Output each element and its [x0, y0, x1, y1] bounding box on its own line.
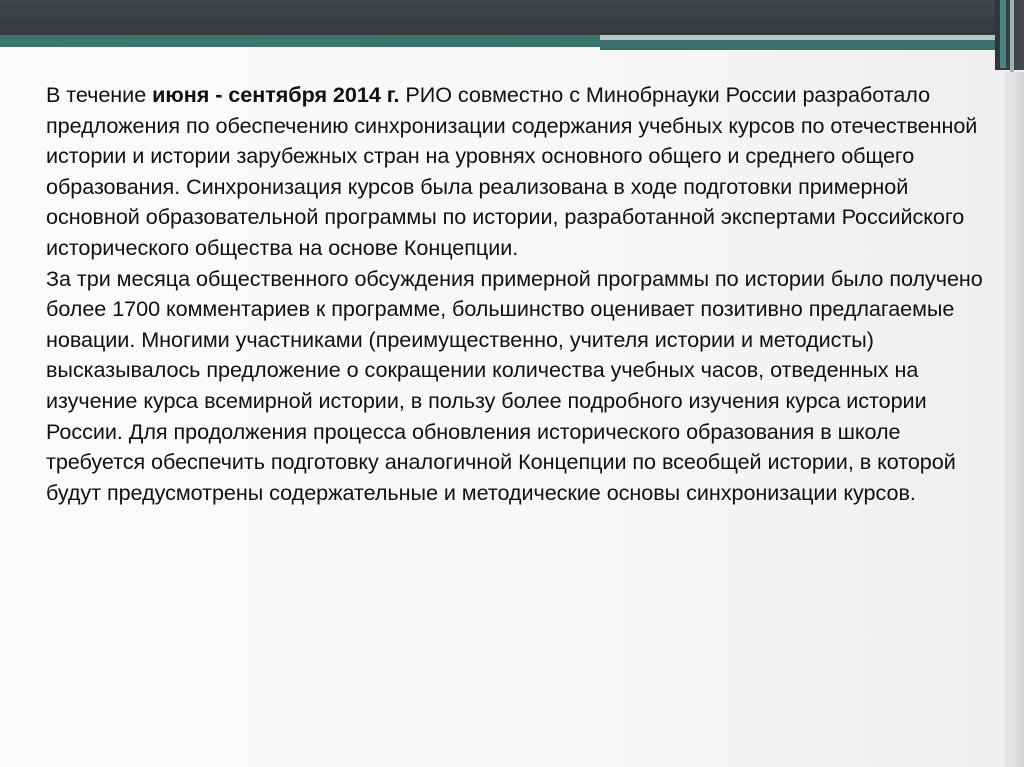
header-bar	[0, 0, 1024, 35]
paragraph-2: За три месяца общественного обсуждения примерной программы по истории было получено более 1700 комментариев к программе, большинство оценивает позитивно предлагаемые новации. Многими участниками (преимущественно, учителя истории и методисты) высказывалось предложение о сокращении количества учебных часов, отведенных на изучение курса всемирной истории, в пользу более подробного изучения курса истории России. Для продолжения процесса обновления исторического образования в школе требуется обеспечить подготовку аналогичной Концепции по всеобщей истории, в которой будут предусмотрены содержательные и методические основы синхронизации курсов.	[46, 265, 983, 505]
paragraph-1-text: РИО совместно с Минобрнауки России разработало предложения по обеспечению синхронизации содержания учебных курсов по отечественной истории и истории зарубежных стран на уровнях основного общего и среднего общего образования. Синхронизация курсов была реализована в ходе подготовки примерной основной образовательной программы по истории, разработанной экспертами Российского исторического общества на основе Концепции.	[46, 82, 978, 260]
corner-accent	[1000, 0, 1006, 68]
date-range-emphasis: июня - сентября 2014 г.	[152, 82, 400, 107]
accent-stripe	[0, 35, 600, 47]
accent-stripe-lower	[600, 40, 995, 50]
page-fold-edge	[1006, 72, 1024, 767]
slide-body-text	[46, 80, 991, 508]
corner-highlight	[1010, 0, 1014, 72]
paragraph-1	[46, 80, 991, 264]
paragraph-1-prefix: В течение	[46, 82, 153, 107]
